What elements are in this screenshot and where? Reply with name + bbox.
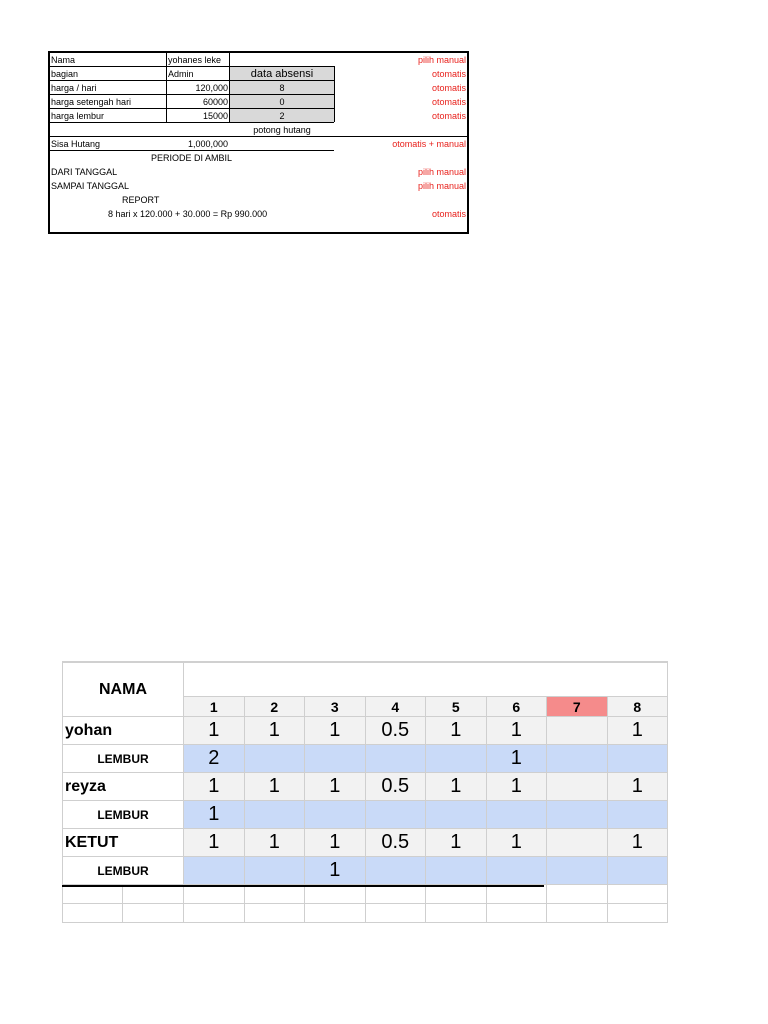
sisa-hutang-label: Sisa Hutang bbox=[51, 139, 101, 149]
form-row-report bbox=[50, 193, 467, 207]
day-header[interactable]: 4 bbox=[366, 697, 427, 717]
divider bbox=[50, 80, 334, 81]
form-note: otomatis bbox=[431, 69, 466, 79]
person-name[interactable]: reyza bbox=[62, 773, 184, 801]
attendance-cell[interactable]: 1 bbox=[487, 829, 548, 857]
attendance-cell[interactable]: 1 bbox=[608, 773, 669, 801]
form-note: otomatis bbox=[431, 111, 466, 121]
lembur-cell[interactable]: 1 bbox=[487, 745, 548, 773]
empty-cell[interactable] bbox=[62, 885, 123, 904]
form-label: bagian bbox=[51, 69, 79, 79]
empty-cell[interactable] bbox=[184, 904, 245, 923]
attendance-cell[interactable]: 1 bbox=[245, 717, 306, 745]
lembur-label: LEMBUR bbox=[62, 857, 184, 885]
attendance-cell[interactable] bbox=[547, 773, 608, 801]
attendance-cell[interactable]: 1 bbox=[305, 773, 366, 801]
report-text: 8 hari x 120.000 + 30.000 = Rp 990.000 bbox=[108, 209, 268, 219]
day-header[interactable]: 6 bbox=[487, 697, 548, 717]
report-label: REPORT bbox=[122, 195, 160, 205]
absensi-value[interactable]: 2 bbox=[230, 109, 334, 123]
salary-form-sheet bbox=[48, 51, 469, 234]
lembur-cell[interactable] bbox=[245, 801, 306, 829]
sisa-hutang-note: otomatis + manual bbox=[392, 139, 466, 149]
attendance-cell[interactable]: 1 bbox=[608, 717, 669, 745]
divider bbox=[50, 136, 467, 137]
form-label: harga / hari bbox=[51, 83, 97, 93]
form-row-sampai bbox=[50, 179, 467, 193]
form-value[interactable]: Admin bbox=[168, 69, 194, 79]
sampai-note: pilih manual bbox=[417, 181, 466, 191]
lembur-cell[interactable] bbox=[608, 857, 669, 885]
lembur-cell[interactable] bbox=[305, 801, 366, 829]
attendance-cell[interactable] bbox=[547, 829, 608, 857]
empty-cell[interactable] bbox=[123, 904, 184, 923]
attendance-cell[interactable]: 1 bbox=[184, 829, 245, 857]
sisa-hutang-value[interactable]: 1,000,000 bbox=[187, 139, 228, 149]
empty-cell[interactable] bbox=[608, 885, 669, 904]
form-value[interactable]: yohanes leke bbox=[168, 55, 222, 65]
attendance-cell[interactable]: 1 bbox=[426, 773, 487, 801]
day-header[interactable]: 8 bbox=[608, 697, 669, 717]
lembur-cell[interactable] bbox=[245, 745, 306, 773]
form-value[interactable]: 120,000 bbox=[195, 83, 228, 93]
day-header[interactable]: 5 bbox=[426, 697, 487, 717]
dari-note: pilih manual bbox=[417, 167, 466, 177]
empty-cell[interactable] bbox=[366, 885, 427, 904]
absensi-header: data absensi bbox=[230, 67, 334, 81]
empty-cell[interactable] bbox=[245, 885, 306, 904]
nama-header: NAMA bbox=[62, 661, 184, 717]
empty-cell[interactable] bbox=[123, 885, 184, 904]
lembur-cell[interactable] bbox=[547, 857, 608, 885]
day-header[interactable]: 1 bbox=[184, 697, 245, 717]
lembur-cell[interactable] bbox=[245, 857, 306, 885]
divider bbox=[229, 53, 230, 122]
empty-cell[interactable] bbox=[426, 904, 487, 923]
form-note: otomatis bbox=[431, 83, 466, 93]
form-row-report-text bbox=[50, 207, 467, 221]
attendance-cell[interactable]: 0.5 bbox=[366, 829, 427, 857]
attendance-cell[interactable]: 1 bbox=[305, 717, 366, 745]
lembur-cell[interactable] bbox=[608, 745, 669, 773]
form-value[interactable]: 15000 bbox=[202, 111, 228, 121]
day-header[interactable]: 7 bbox=[547, 697, 608, 717]
form-note: pilih manual bbox=[417, 55, 466, 65]
report-note: otomatis bbox=[431, 209, 466, 219]
empty-cell[interactable] bbox=[547, 885, 608, 904]
lembur-cell[interactable] bbox=[426, 745, 487, 773]
lembur-cell[interactable] bbox=[487, 801, 548, 829]
attendance-cell[interactable]: 0.5 bbox=[366, 717, 427, 745]
form-row-sisa-hutang bbox=[50, 137, 467, 151]
empty-cell[interactable] bbox=[62, 904, 123, 923]
lembur-cell[interactable] bbox=[426, 857, 487, 885]
form-row-bagian bbox=[50, 67, 467, 81]
header-blank bbox=[184, 661, 668, 697]
empty-cell[interactable] bbox=[305, 885, 366, 904]
lembur-cell[interactable] bbox=[305, 745, 366, 773]
empty-cell[interactable] bbox=[547, 904, 608, 923]
divider bbox=[50, 122, 334, 123]
form-row-periode bbox=[50, 151, 467, 165]
empty-cell[interactable] bbox=[487, 904, 548, 923]
lembur-cell[interactable]: 1 bbox=[305, 857, 366, 885]
form-row-potong-hutang bbox=[50, 123, 467, 137]
lembur-cell[interactable] bbox=[366, 857, 427, 885]
form-note: otomatis bbox=[431, 97, 466, 107]
day-header[interactable]: 2 bbox=[245, 697, 306, 717]
attendance-cell[interactable] bbox=[547, 717, 608, 745]
attendance-grid bbox=[62, 661, 668, 927]
empty-cell[interactable] bbox=[245, 904, 306, 923]
attendance-cell[interactable]: 1 bbox=[426, 717, 487, 745]
divider bbox=[50, 66, 334, 67]
grid-thick-line bbox=[62, 885, 544, 887]
empty-cell[interactable] bbox=[305, 904, 366, 923]
form-value[interactable]: 60000 bbox=[202, 97, 228, 107]
lembur-cell[interactable] bbox=[547, 745, 608, 773]
divider bbox=[50, 94, 334, 95]
attendance-cell[interactable]: 0.5 bbox=[366, 773, 427, 801]
lembur-cell[interactable] bbox=[547, 801, 608, 829]
attendance-cell[interactable]: 1 bbox=[305, 829, 366, 857]
form-label: harga setengah hari bbox=[51, 97, 132, 107]
attendance-cell[interactable]: 1 bbox=[487, 717, 548, 745]
lembur-cell[interactable]: 2 bbox=[184, 745, 245, 773]
empty-cell[interactable] bbox=[184, 885, 245, 904]
divider bbox=[50, 108, 334, 109]
attendance-cell[interactable]: 1 bbox=[426, 829, 487, 857]
lembur-cell[interactable] bbox=[426, 801, 487, 829]
divider bbox=[334, 66, 335, 122]
lembur-cell[interactable] bbox=[487, 857, 548, 885]
empty-cell[interactable] bbox=[366, 904, 427, 923]
lembur-cell[interactable] bbox=[184, 857, 245, 885]
absensi-value[interactable]: 8 bbox=[230, 81, 334, 95]
periode-label: PERIODE DI AMBIL bbox=[151, 153, 233, 163]
attendance-cell[interactable]: 1 bbox=[487, 773, 548, 801]
day-header[interactable]: 3 bbox=[305, 697, 366, 717]
form-row-harga-setengah bbox=[50, 95, 467, 109]
form-row-nama bbox=[50, 53, 467, 67]
divider bbox=[50, 150, 334, 151]
form-label: harga lembur bbox=[51, 111, 105, 121]
sampai-label: SAMPAI TANGGAL bbox=[51, 181, 130, 191]
potong-hutang-label: potong hutang bbox=[253, 125, 311, 135]
person-name[interactable]: yohan bbox=[62, 717, 184, 745]
form-label: Nama bbox=[51, 55, 76, 65]
attendance-cell[interactable]: 1 bbox=[184, 773, 245, 801]
attendance-cell[interactable]: 1 bbox=[184, 717, 245, 745]
lembur-label: LEMBUR bbox=[62, 745, 184, 773]
lembur-cell[interactable] bbox=[608, 801, 669, 829]
empty-cell[interactable] bbox=[487, 885, 548, 904]
form-row-dari bbox=[50, 165, 467, 179]
lembur-cell[interactable] bbox=[366, 801, 427, 829]
dari-label: DARI TANGGAL bbox=[51, 167, 118, 177]
attendance-cell[interactable]: 1 bbox=[608, 829, 669, 857]
lembur-cell[interactable]: 1 bbox=[184, 801, 245, 829]
empty-cell[interactable] bbox=[608, 904, 669, 923]
form-row-harga-hari bbox=[50, 81, 467, 95]
lembur-label: LEMBUR bbox=[62, 801, 184, 829]
form-row-harga-lembur bbox=[50, 109, 467, 123]
attendance-cell[interactable]: 1 bbox=[245, 773, 306, 801]
attendance-cell[interactable]: 1 bbox=[245, 829, 306, 857]
lembur-cell[interactable] bbox=[366, 745, 427, 773]
person-name[interactable]: KETUT bbox=[62, 829, 184, 857]
absensi-value[interactable]: 0 bbox=[230, 95, 334, 109]
empty-cell[interactable] bbox=[426, 885, 487, 904]
divider bbox=[166, 53, 167, 122]
